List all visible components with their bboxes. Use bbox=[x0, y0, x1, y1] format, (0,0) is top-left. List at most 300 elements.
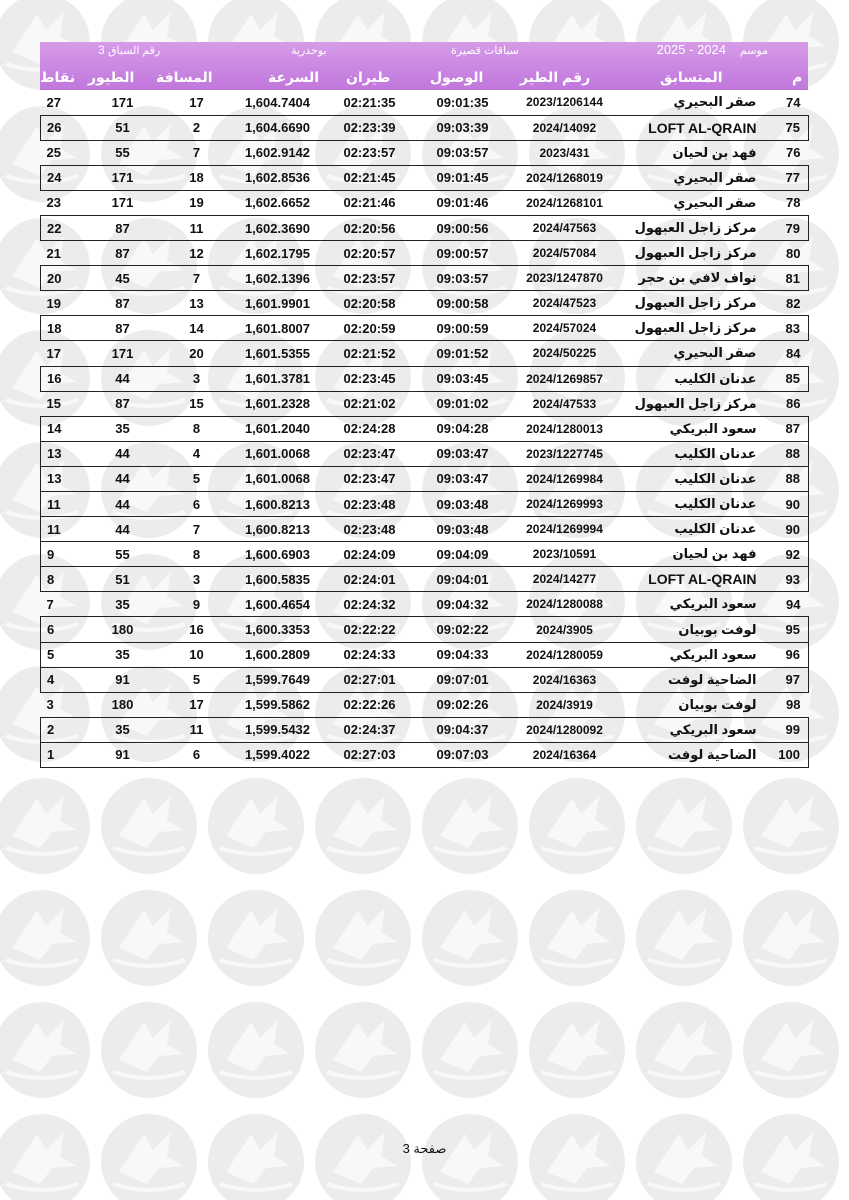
cell-speed: 1,600.8213 bbox=[233, 492, 323, 517]
cell-distance: 18 bbox=[161, 165, 233, 190]
cell-arrival: 09:04:28 bbox=[417, 416, 509, 441]
cell-ring: 2024/1269857 bbox=[509, 366, 621, 391]
cell-ring: 2024/16364 bbox=[509, 742, 621, 767]
cell-rank: 90 bbox=[761, 517, 809, 542]
watermark-emblem-icon bbox=[743, 890, 839, 986]
cell-arrival: 09:01:52 bbox=[436, 345, 489, 361]
cell-distance: 6 bbox=[161, 742, 233, 767]
cell-points: 1 bbox=[41, 742, 85, 767]
cell-flight: 02:23:39 bbox=[323, 115, 417, 140]
season-value: 2025 - 2024 bbox=[656, 42, 726, 57]
cell-flight: 02:23:57 bbox=[323, 266, 417, 291]
watermark-emblem-icon bbox=[636, 1114, 732, 1200]
cell-competitor: مركز زاجل العبهول bbox=[621, 215, 761, 240]
cell-points: 16 bbox=[41, 366, 85, 391]
cell-rank: 78 bbox=[786, 195, 801, 211]
cell-speed: 1,600.6903 bbox=[233, 542, 323, 567]
cell-birds: 180 bbox=[85, 617, 161, 642]
col-rank: م bbox=[792, 69, 803, 85]
cell-rank: 100 bbox=[761, 742, 809, 767]
cell-points: 7 bbox=[46, 596, 54, 612]
cell-competitor: سعود البريكي bbox=[669, 596, 757, 612]
cell-competitor: لوفت بوبيان bbox=[678, 696, 757, 712]
cell-arrival: 09:03:57 bbox=[417, 266, 509, 291]
watermark-emblem-icon bbox=[315, 1114, 411, 1200]
cell-birds: 171 bbox=[111, 345, 134, 361]
table-row bbox=[41, 441, 809, 466]
watermark-emblem-icon bbox=[529, 1002, 625, 1098]
cell-ring: 2024/1280059 bbox=[509, 642, 621, 667]
cell-distance: 2 bbox=[161, 115, 233, 140]
cell-speed: 1,600.2809 bbox=[233, 642, 323, 667]
cell-competitor: صقر البحيري bbox=[673, 345, 757, 361]
cell-speed: 1,601.0068 bbox=[233, 466, 323, 491]
cell-rank: 84 bbox=[786, 345, 801, 361]
cell-speed: 1,599.7649 bbox=[233, 667, 323, 692]
col-distance: المسافة bbox=[156, 69, 213, 85]
cell-flight: 02:20:56 bbox=[323, 215, 417, 240]
watermark-emblem-icon bbox=[422, 890, 518, 986]
watermark-emblem-icon bbox=[101, 778, 197, 874]
cell-flight: 02:24:01 bbox=[323, 567, 417, 592]
cell-rank: 88 bbox=[761, 466, 809, 491]
col-arrival: الوصول bbox=[430, 69, 484, 85]
cell-ring: 2023/10591 bbox=[509, 542, 621, 567]
cell-competitor: عدنان الكليب bbox=[621, 466, 761, 491]
cell-rank: 88 bbox=[761, 441, 809, 466]
cell-points: 21 bbox=[46, 245, 61, 261]
cell-competitor: فهد بن لحيان bbox=[621, 542, 761, 567]
table-row bbox=[41, 742, 809, 767]
cell-distance: 14 bbox=[161, 316, 233, 341]
table-row bbox=[41, 165, 809, 190]
cell-ring: 2024/14277 bbox=[509, 567, 621, 592]
cell-flight: 02:24:37 bbox=[323, 717, 417, 742]
table-row bbox=[41, 90, 809, 115]
cell-birds: 51 bbox=[85, 115, 161, 140]
cell-birds: 44 bbox=[85, 366, 161, 391]
cell-distance: 17 bbox=[189, 94, 204, 110]
cell-distance: 3 bbox=[161, 366, 233, 391]
table-row bbox=[41, 567, 809, 592]
cell-rank: 99 bbox=[761, 717, 809, 742]
cell-flight: 02:24:32 bbox=[343, 596, 396, 612]
cell-rank: 75 bbox=[761, 115, 809, 140]
watermark-emblem-icon bbox=[0, 1002, 90, 1098]
cell-distance: 16 bbox=[161, 617, 233, 642]
col-points: نقاط bbox=[40, 69, 76, 85]
cell-points: 2 bbox=[41, 717, 85, 742]
table-row bbox=[41, 391, 809, 416]
cell-points: 4 bbox=[41, 667, 85, 692]
cell-ring: 2024/1280092 bbox=[509, 717, 621, 742]
cell-points: 3 bbox=[46, 697, 54, 713]
cell-competitor: سعود البريكي bbox=[621, 642, 761, 667]
table-row bbox=[41, 316, 809, 341]
cell-rank: 93 bbox=[761, 567, 809, 592]
cell-flight: 02:27:01 bbox=[323, 667, 417, 692]
cell-arrival: 09:00:56 bbox=[417, 215, 509, 240]
cell-distance: 9 bbox=[192, 596, 201, 612]
cell-flight: 02:23:48 bbox=[323, 492, 417, 517]
cell-rank: 83 bbox=[761, 316, 809, 341]
cell-ring: 2024/50225 bbox=[532, 346, 597, 361]
cell-points: 6 bbox=[41, 617, 85, 642]
cell-competitor: عدنان الكليب bbox=[621, 441, 761, 466]
watermark-emblem-icon bbox=[529, 778, 625, 874]
cell-points: 20 bbox=[41, 266, 85, 291]
cell-competitor: لوفت بوبيان bbox=[621, 617, 761, 642]
cell-arrival: 09:03:45 bbox=[417, 366, 509, 391]
watermark-emblem-icon bbox=[529, 890, 625, 986]
cell-arrival: 09:01:35 bbox=[436, 94, 489, 110]
watermark-emblem-icon bbox=[208, 890, 304, 986]
watermark-emblem-icon bbox=[101, 890, 197, 986]
cell-rank: 74 bbox=[786, 94, 801, 110]
cell-birds: 35 bbox=[85, 717, 161, 742]
cell-distance: 8 bbox=[161, 416, 233, 441]
cell-speed: 1,601.2040 bbox=[233, 416, 323, 441]
cell-competitor: سعود البريكي bbox=[621, 717, 761, 742]
cell-flight: 02:24:09 bbox=[323, 542, 417, 567]
cell-arrival: 09:01:46 bbox=[436, 195, 489, 211]
cell-birds: 51 bbox=[85, 567, 161, 592]
cell-competitor: عدنان الكليب bbox=[621, 517, 761, 542]
cell-arrival: 09:03:48 bbox=[417, 492, 509, 517]
cell-arrival: 09:07:03 bbox=[417, 742, 509, 767]
cell-speed: 1,602.3690 bbox=[233, 215, 323, 240]
watermark-emblem-icon bbox=[0, 1114, 90, 1200]
cell-competitor: مركز زاجل العبهول bbox=[634, 395, 757, 411]
cell-distance: 8 bbox=[161, 542, 233, 567]
cell-ring: 2024/1269984 bbox=[509, 466, 621, 491]
cell-birds: 87 bbox=[85, 316, 161, 341]
table-row bbox=[41, 542, 809, 567]
cell-distance: 6 bbox=[161, 492, 233, 517]
cell-ring: 2024/1268019 bbox=[509, 165, 621, 190]
cell-distance: 3 bbox=[161, 567, 233, 592]
cell-ring: 2023/1206144 bbox=[526, 95, 603, 110]
race-number-label: رقم السباق bbox=[108, 45, 161, 57]
race-category: سباقات قصيرة bbox=[451, 45, 519, 57]
table-row bbox=[41, 617, 809, 642]
cell-flight: 02:20:58 bbox=[343, 295, 396, 311]
cell-birds: 171 bbox=[111, 94, 134, 110]
results-table-body bbox=[41, 90, 809, 768]
cell-birds: 35 bbox=[85, 642, 161, 667]
table-row bbox=[41, 492, 809, 517]
cell-speed: 1,600.8213 bbox=[233, 517, 323, 542]
cell-speed: 1,599.5432 bbox=[233, 717, 323, 742]
cell-birds: 44 bbox=[85, 466, 161, 491]
cell-speed: 1,601.8007 bbox=[233, 316, 323, 341]
cell-arrival: 09:07:01 bbox=[417, 667, 509, 692]
table-row bbox=[41, 642, 809, 667]
cell-competitor: عدنان الكليب bbox=[621, 492, 761, 517]
cell-arrival: 09:03:47 bbox=[417, 441, 509, 466]
cell-competitor: مركز زاجل العبهول bbox=[634, 295, 757, 311]
cell-competitor: سعود البريكي bbox=[621, 416, 761, 441]
cell-speed: 1,601.5355 bbox=[244, 345, 311, 361]
cell-competitor: LOFT AL-QRAIN bbox=[621, 115, 761, 140]
cell-distance: 7 bbox=[161, 266, 233, 291]
cell-flight: 02:23:48 bbox=[323, 517, 417, 542]
cell-rank: 82 bbox=[786, 295, 801, 311]
race-number-value: 3 bbox=[98, 43, 105, 57]
cell-flight: 02:20:57 bbox=[343, 245, 396, 261]
cell-rank: 87 bbox=[761, 416, 809, 441]
watermark-emblem-icon bbox=[101, 1114, 197, 1200]
cell-distance: 4 bbox=[161, 441, 233, 466]
cell-speed: 1,601.2328 bbox=[244, 396, 311, 412]
cell-arrival: 09:04:09 bbox=[417, 542, 509, 567]
cell-points: 24 bbox=[41, 165, 85, 190]
cell-flight: 02:23:45 bbox=[323, 366, 417, 391]
cell-competitor: مركز زاجل العبهول bbox=[634, 245, 757, 261]
cell-arrival: 09:03:47 bbox=[417, 466, 509, 491]
cell-speed: 1,602.8536 bbox=[233, 165, 323, 190]
cell-points: 15 bbox=[46, 396, 61, 412]
cell-distance: 11 bbox=[161, 215, 233, 240]
cell-points: 8 bbox=[41, 567, 85, 592]
cell-ring: 2024/1280013 bbox=[509, 416, 621, 441]
cell-birds: 171 bbox=[111, 195, 134, 211]
cell-points: 9 bbox=[41, 542, 85, 567]
table-row bbox=[41, 190, 809, 215]
cell-speed: 1,604.7404 bbox=[244, 94, 311, 110]
cell-distance: 5 bbox=[161, 667, 233, 692]
watermark-emblem-icon bbox=[208, 1002, 304, 1098]
cell-arrival: 09:02:26 bbox=[436, 697, 489, 713]
table-row bbox=[41, 717, 809, 742]
cell-birds: 87 bbox=[115, 295, 130, 311]
watermark-emblem-icon bbox=[422, 1002, 518, 1098]
cell-flight: 02:21:45 bbox=[323, 165, 417, 190]
cell-distance: 5 bbox=[161, 466, 233, 491]
cell-ring: 2024/57084 bbox=[532, 246, 597, 261]
cell-flight: 02:20:59 bbox=[323, 316, 417, 341]
watermark-emblem-icon bbox=[315, 1002, 411, 1098]
col-flight: طيران bbox=[346, 69, 391, 85]
results-table bbox=[40, 90, 809, 768]
cell-birds: 44 bbox=[85, 517, 161, 542]
cell-birds: 87 bbox=[115, 396, 130, 412]
race-info-bar bbox=[40, 42, 808, 60]
cell-ring: 2024/3919 bbox=[536, 697, 593, 712]
cell-flight: 02:24:33 bbox=[323, 642, 417, 667]
cell-birds: 87 bbox=[85, 215, 161, 240]
table-row bbox=[41, 592, 809, 617]
cell-speed: 1,600.4654 bbox=[244, 596, 311, 612]
cell-arrival: 09:00:59 bbox=[417, 316, 509, 341]
cell-arrival: 09:01:02 bbox=[436, 396, 489, 412]
cell-competitor: صقر البحيري bbox=[621, 165, 761, 190]
cell-rank: 96 bbox=[761, 642, 809, 667]
cell-speed: 1,599.4022 bbox=[233, 742, 323, 767]
cell-arrival: 09:00:58 bbox=[436, 295, 489, 311]
cell-speed: 1,602.6652 bbox=[244, 195, 311, 211]
cell-points: 27 bbox=[46, 94, 61, 110]
cell-competitor: LOFT AL-QRAIN bbox=[621, 567, 761, 592]
cell-competitor: مركز زاجل العبهول bbox=[621, 316, 761, 341]
table-row bbox=[41, 115, 809, 140]
cell-points: 19 bbox=[46, 295, 61, 311]
watermark-emblem-icon bbox=[636, 778, 732, 874]
cell-arrival: 09:04:33 bbox=[417, 642, 509, 667]
cell-flight: 02:21:02 bbox=[343, 396, 396, 412]
watermark-emblem-icon bbox=[529, 1114, 625, 1200]
cell-birds: 91 bbox=[85, 742, 161, 767]
watermark-emblem-icon bbox=[0, 890, 90, 986]
cell-competitor: عدنان الكليب bbox=[621, 366, 761, 391]
cell-distance: 10 bbox=[161, 642, 233, 667]
table-row bbox=[41, 266, 809, 291]
watermark-emblem-icon bbox=[315, 778, 411, 874]
cell-ring: 2024/14092 bbox=[509, 115, 621, 140]
table-row bbox=[41, 366, 809, 391]
cell-birds: 171 bbox=[85, 165, 161, 190]
season-label: موسم bbox=[739, 45, 768, 57]
cell-ring: 2023/1247870 bbox=[509, 266, 621, 291]
cell-distance: 7 bbox=[192, 145, 201, 161]
cell-arrival: 09:03:57 bbox=[436, 145, 489, 161]
cell-competitor: الضاحية لوفت bbox=[621, 742, 761, 767]
cell-distance: 20 bbox=[189, 345, 204, 361]
cell-ring: 2024/1280088 bbox=[526, 597, 603, 612]
cell-distance: 15 bbox=[189, 396, 204, 412]
cell-arrival: 09:04:32 bbox=[436, 596, 489, 612]
results-sheet bbox=[40, 42, 808, 768]
cell-flight: 02:23:57 bbox=[343, 145, 396, 161]
cell-flight: 02:27:03 bbox=[323, 742, 417, 767]
cell-points: 17 bbox=[46, 345, 61, 361]
cell-points: 11 bbox=[41, 492, 85, 517]
cell-rank: 79 bbox=[761, 215, 809, 240]
table-row bbox=[41, 416, 809, 441]
cell-rank: 85 bbox=[761, 366, 809, 391]
cell-speed: 1,602.1396 bbox=[233, 266, 323, 291]
cell-ring: 2024/3905 bbox=[509, 617, 621, 642]
cell-birds: 44 bbox=[85, 441, 161, 466]
cell-rank: 77 bbox=[761, 165, 809, 190]
cell-speed: 1,604.6690 bbox=[233, 115, 323, 140]
cell-distance: 19 bbox=[189, 195, 204, 211]
cell-flight: 02:23:47 bbox=[323, 441, 417, 466]
cell-rank: 76 bbox=[786, 145, 801, 161]
watermark-emblem-icon bbox=[636, 890, 732, 986]
cell-arrival: 09:03:48 bbox=[417, 517, 509, 542]
watermark-emblem-icon bbox=[636, 1002, 732, 1098]
cell-distance: 13 bbox=[189, 295, 204, 311]
cell-birds: 55 bbox=[115, 145, 130, 161]
cell-arrival: 09:03:39 bbox=[417, 115, 509, 140]
cell-points: 13 bbox=[41, 466, 85, 491]
cell-rank: 94 bbox=[786, 596, 801, 612]
cell-speed: 1,601.9901 bbox=[244, 295, 311, 311]
cell-ring: 2023/431 bbox=[539, 145, 590, 160]
table-row bbox=[41, 241, 809, 266]
cell-speed: 1,601.3781 bbox=[233, 366, 323, 391]
cell-speed: 1,601.0068 bbox=[233, 441, 323, 466]
cell-speed: 1,602.1795 bbox=[244, 245, 311, 261]
watermark-emblem-icon bbox=[743, 1114, 839, 1200]
race-location: بوحدرية bbox=[291, 45, 327, 57]
col-competitor: المتسابق bbox=[660, 69, 723, 85]
cell-birds: 180 bbox=[111, 697, 134, 713]
cell-arrival: 09:04:01 bbox=[417, 567, 509, 592]
cell-flight: 02:21:35 bbox=[343, 94, 396, 110]
cell-flight: 02:21:52 bbox=[343, 345, 396, 361]
table-row bbox=[41, 215, 809, 240]
cell-points: 22 bbox=[41, 215, 85, 240]
cell-ring: 2024/1269994 bbox=[509, 517, 621, 542]
cell-speed: 1,600.3353 bbox=[233, 617, 323, 642]
cell-speed: 1,599.5862 bbox=[244, 697, 311, 713]
watermark-emblem-icon bbox=[743, 1002, 839, 1098]
watermark-emblem-icon bbox=[101, 1002, 197, 1098]
cell-distance: 11 bbox=[161, 717, 233, 742]
cell-competitor: نواف لافي بن حجر bbox=[621, 266, 761, 291]
cell-points: 14 bbox=[41, 416, 85, 441]
cell-ring: 2024/1269993 bbox=[509, 492, 621, 517]
col-birds: الطيور bbox=[88, 69, 135, 85]
cell-points: 13 bbox=[41, 441, 85, 466]
cell-birds: 35 bbox=[85, 416, 161, 441]
cell-competitor: صقر البحيري bbox=[673, 94, 757, 110]
table-row bbox=[41, 341, 809, 366]
cell-distance: 12 bbox=[189, 245, 204, 261]
cell-birds: 45 bbox=[85, 266, 161, 291]
cell-points: 23 bbox=[46, 195, 61, 211]
cell-arrival: 09:00:57 bbox=[436, 245, 489, 261]
cell-distance: 7 bbox=[161, 517, 233, 542]
table-header-band bbox=[40, 42, 808, 90]
watermark-emblem-icon bbox=[208, 1114, 304, 1200]
table-row bbox=[41, 291, 809, 316]
watermark-emblem-icon bbox=[0, 778, 90, 874]
cell-ring: 2024/57024 bbox=[509, 316, 621, 341]
col-ring: رقم الطير bbox=[520, 69, 591, 85]
cell-rank: 86 bbox=[786, 396, 801, 412]
cell-flight: 02:22:22 bbox=[323, 617, 417, 642]
cell-ring: 2024/1268101 bbox=[526, 195, 603, 210]
cell-points: 26 bbox=[41, 115, 85, 140]
cell-competitor: الضاحية لوفت bbox=[621, 667, 761, 692]
cell-points: 5 bbox=[41, 642, 85, 667]
cell-points: 11 bbox=[41, 517, 85, 542]
cell-speed: 1,602.9142 bbox=[244, 145, 311, 161]
watermark-emblem-icon bbox=[315, 890, 411, 986]
col-speed: السرعة bbox=[268, 69, 320, 85]
cell-distance: 17 bbox=[189, 697, 204, 713]
cell-ring: 2024/16363 bbox=[509, 667, 621, 692]
cell-birds: 87 bbox=[115, 245, 130, 261]
cell-flight: 02:22:26 bbox=[343, 697, 396, 713]
cell-arrival: 09:04:37 bbox=[417, 717, 509, 742]
cell-flight: 02:21:46 bbox=[343, 195, 396, 211]
cell-ring: 2024/47533 bbox=[532, 396, 597, 411]
cell-ring: 2023/1227745 bbox=[509, 441, 621, 466]
watermark-emblem-icon bbox=[422, 778, 518, 874]
cell-rank: 81 bbox=[761, 266, 809, 291]
cell-competitor: فهد بن لحيان bbox=[672, 144, 757, 160]
watermark-emblem-icon bbox=[422, 1114, 518, 1200]
cell-ring: 2024/47563 bbox=[509, 215, 621, 240]
table-row bbox=[41, 140, 809, 165]
cell-rank: 98 bbox=[786, 697, 801, 713]
table-row bbox=[41, 466, 809, 491]
table-row bbox=[41, 667, 809, 692]
